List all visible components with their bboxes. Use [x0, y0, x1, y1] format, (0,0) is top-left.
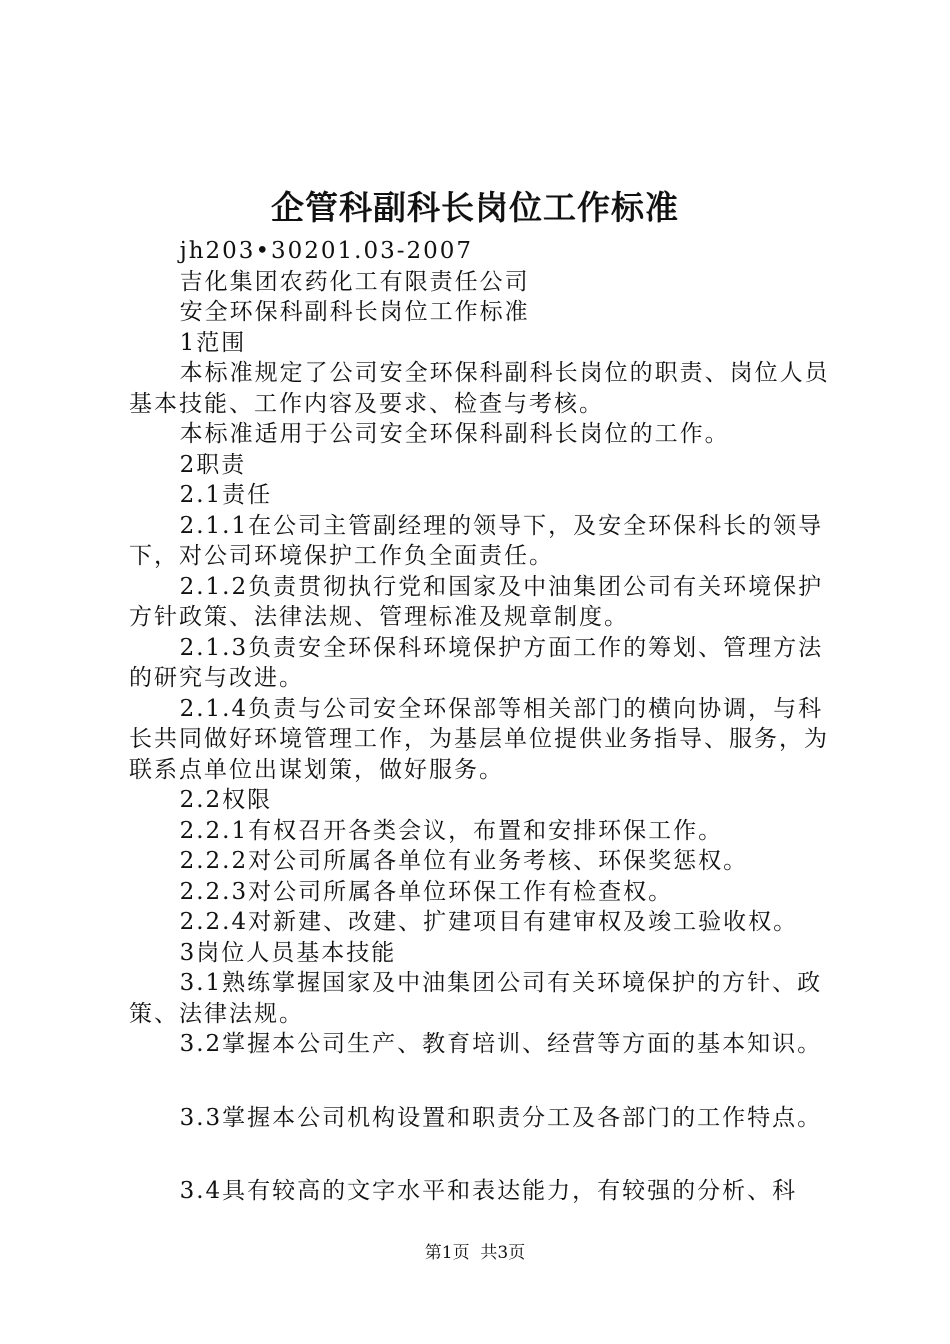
standard-code: jh203•30201.03-2007: [179, 238, 474, 264]
subsection-heading-authority: 2.2权限: [179, 787, 273, 813]
paragraph: 3.1熟练掌握国家及中油集团公司有关环境保护的方针、政策、法律法规。: [129, 970, 823, 1027]
paragraph-gap: [129, 1133, 839, 1176]
paragraph: 2.2.3对公司所属各单位环保工作有检查权。: [179, 878, 674, 905]
paragraph: 本标准规定了公司安全环保科副科长岗位的职责、岗位人员基本技能、工作内容及要求、检查与考核。: [129, 360, 830, 417]
section-heading-duties: 2职责: [179, 451, 247, 478]
paragraph-gap: [129, 1060, 839, 1103]
paragraph: 2.1.1在公司主管副经理的领导下，及安全环保科长的领导下，对公司环境保护工作负全面责任。: [129, 512, 824, 569]
document-title: 企管科副科长岗位工作标准: [271, 188, 679, 227]
page-number: 第1页: [424, 1243, 470, 1263]
section-heading-scope: 1范围: [179, 329, 247, 356]
page-total: 共3页: [480, 1243, 526, 1263]
paragraph: 3.3掌握本公司机构设置和职责分工及各部门的工作特点。: [179, 1104, 823, 1131]
document-body: [129, 236, 839, 1207]
paragraph: 2.2.4对新建、改建、扩建项目有建审权及竣工验收权。: [179, 909, 799, 935]
footer-spacer: [470, 1243, 481, 1263]
paragraph: 2.1.4负责与公司安全环保部等相关部门的横向协调，与科长共同做好环境管理工作，为基层单位提供业务指导、服务，为联系点单位出谋划策，做好服务。: [129, 695, 829, 783]
standard-name: 安全环保科副科长岗位工作标准: [179, 299, 530, 325]
paragraph: 2.1.3负责安全环保科环境保护方面工作的筹划、管理方法的研究与改进。: [129, 634, 824, 691]
paragraph: 本标准适用于公司安全环保科副科长岗位的工作。: [179, 421, 730, 447]
paragraph: 3.4具有较高的文字水平和表达能力，有较强的分析、科: [179, 1178, 798, 1204]
paragraph: 2.2.2对公司所属各单位有业务考核、环保奖惩权。: [179, 848, 749, 874]
page-footer: [0, 1241, 950, 1265]
paragraph: 3.2掌握本公司生产、教育培训、经营等方面的基本知识。: [179, 1031, 823, 1057]
subsection-heading-responsibility: 2.1责任: [179, 482, 273, 508]
paragraph: 2.2.1有权召开各类会议，布置和安排环保工作。: [179, 817, 724, 844]
company-name: 吉化集团农药化工有限责任公司: [179, 268, 530, 295]
paragraph: 2.1.2负责贯彻执行党和国家及中油集团公司有关环境保护方针政策、法律法规、管理标准及规章制度。: [129, 573, 824, 630]
section-heading-skills: 3岗位人员基本技能: [179, 939, 397, 966]
